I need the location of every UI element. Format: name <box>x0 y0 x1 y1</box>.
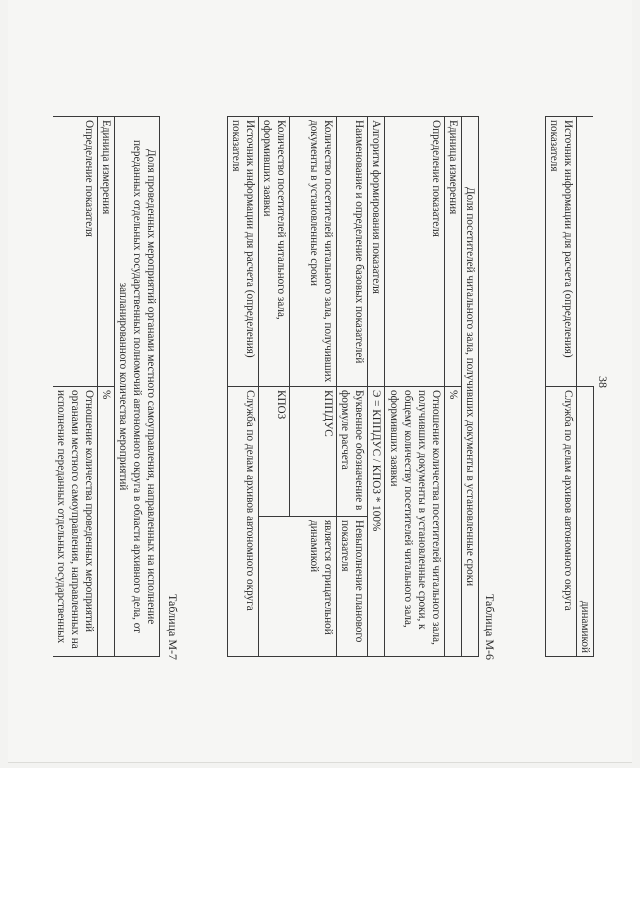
base2-symbol: КПОЗ <box>259 387 290 517</box>
table-row <box>53 117 98 657</box>
unit-label: Единица измерения <box>98 117 115 387</box>
unit-label: Единица измерения <box>445 117 462 387</box>
source-label: Источник информации для расчета (определения) показателя <box>228 117 259 387</box>
page-number: 38 <box>596 376 610 388</box>
unit-value: % <box>445 387 462 657</box>
table-row <box>462 117 479 657</box>
table-row <box>445 117 462 657</box>
table-m6 <box>227 116 479 657</box>
note-header: Невыполнение планового показателя <box>339 520 365 643</box>
note-cell <box>290 517 368 657</box>
paper-sheet <box>8 0 632 762</box>
source-label: Источник информации для расчета (определения) показателя <box>546 117 577 387</box>
definition-value: Отношение количества посетителей читального зала, получивших документы в установленные сроки, к общему количеству посетителей читального зала, оформивших заявки <box>385 387 445 657</box>
definition-label: Определение показателя <box>53 117 98 387</box>
table-row <box>115 117 160 657</box>
symbol-header: Буквенное обозначение в формуле расчета <box>337 387 368 517</box>
dynamics-cell: динамикой <box>577 387 594 657</box>
base2-label: Количество посетителей читального зала, оформивших заявки <box>259 117 290 387</box>
algorithm-value: Э = КППДУС / КПОЗ * 100% <box>368 387 385 657</box>
base-names-label: Наименование и определение базовых показателей <box>337 117 368 387</box>
table-m7 <box>53 116 160 657</box>
table-row <box>337 117 368 657</box>
table-row <box>385 117 445 657</box>
definition-value: Отношение количества проведенных мероприятий органами местного самоуправления, направленных на исполнение переданных отдельных государственных <box>53 387 98 657</box>
source-value: Служба по делам архивов автономного округа <box>546 387 577 657</box>
table-row <box>228 117 259 657</box>
table-row <box>98 117 115 657</box>
rotated-content <box>8 0 632 762</box>
algorithm-label: Алгоритм формирования показателя <box>368 117 385 387</box>
table-m6-title: Доля посетителей читального зала, получивших документы в установленные сроки <box>462 117 479 657</box>
table-row <box>577 117 594 657</box>
source-value: Служба по делам архивов автономного округа <box>228 387 259 657</box>
table-continued <box>545 116 594 657</box>
definition-label: Определение показателя <box>385 117 445 387</box>
table-m7-label: Таблица М-7 <box>166 594 180 660</box>
table-row <box>368 117 385 657</box>
table-m6-label: Таблица М-6 <box>483 594 497 660</box>
note-value: является отрицательной динамикой <box>306 517 337 656</box>
unit-value: % <box>98 387 115 657</box>
base1-symbol: КППДУС <box>290 387 337 517</box>
empty-cell <box>259 517 290 657</box>
base1-label: Количество посетителей читального зала, получивших документы в установленные сроки <box>290 117 337 387</box>
table-m7-title: Доля проведенных мероприятий органами местного самоуправления, направленных на исполнение переданных отдельных государственных полномочий автономного округа в области архивного дела, от запланированного количества мероприятий <box>115 117 160 657</box>
table-row <box>546 117 577 657</box>
empty-cell <box>577 117 594 387</box>
table-row <box>259 117 290 657</box>
